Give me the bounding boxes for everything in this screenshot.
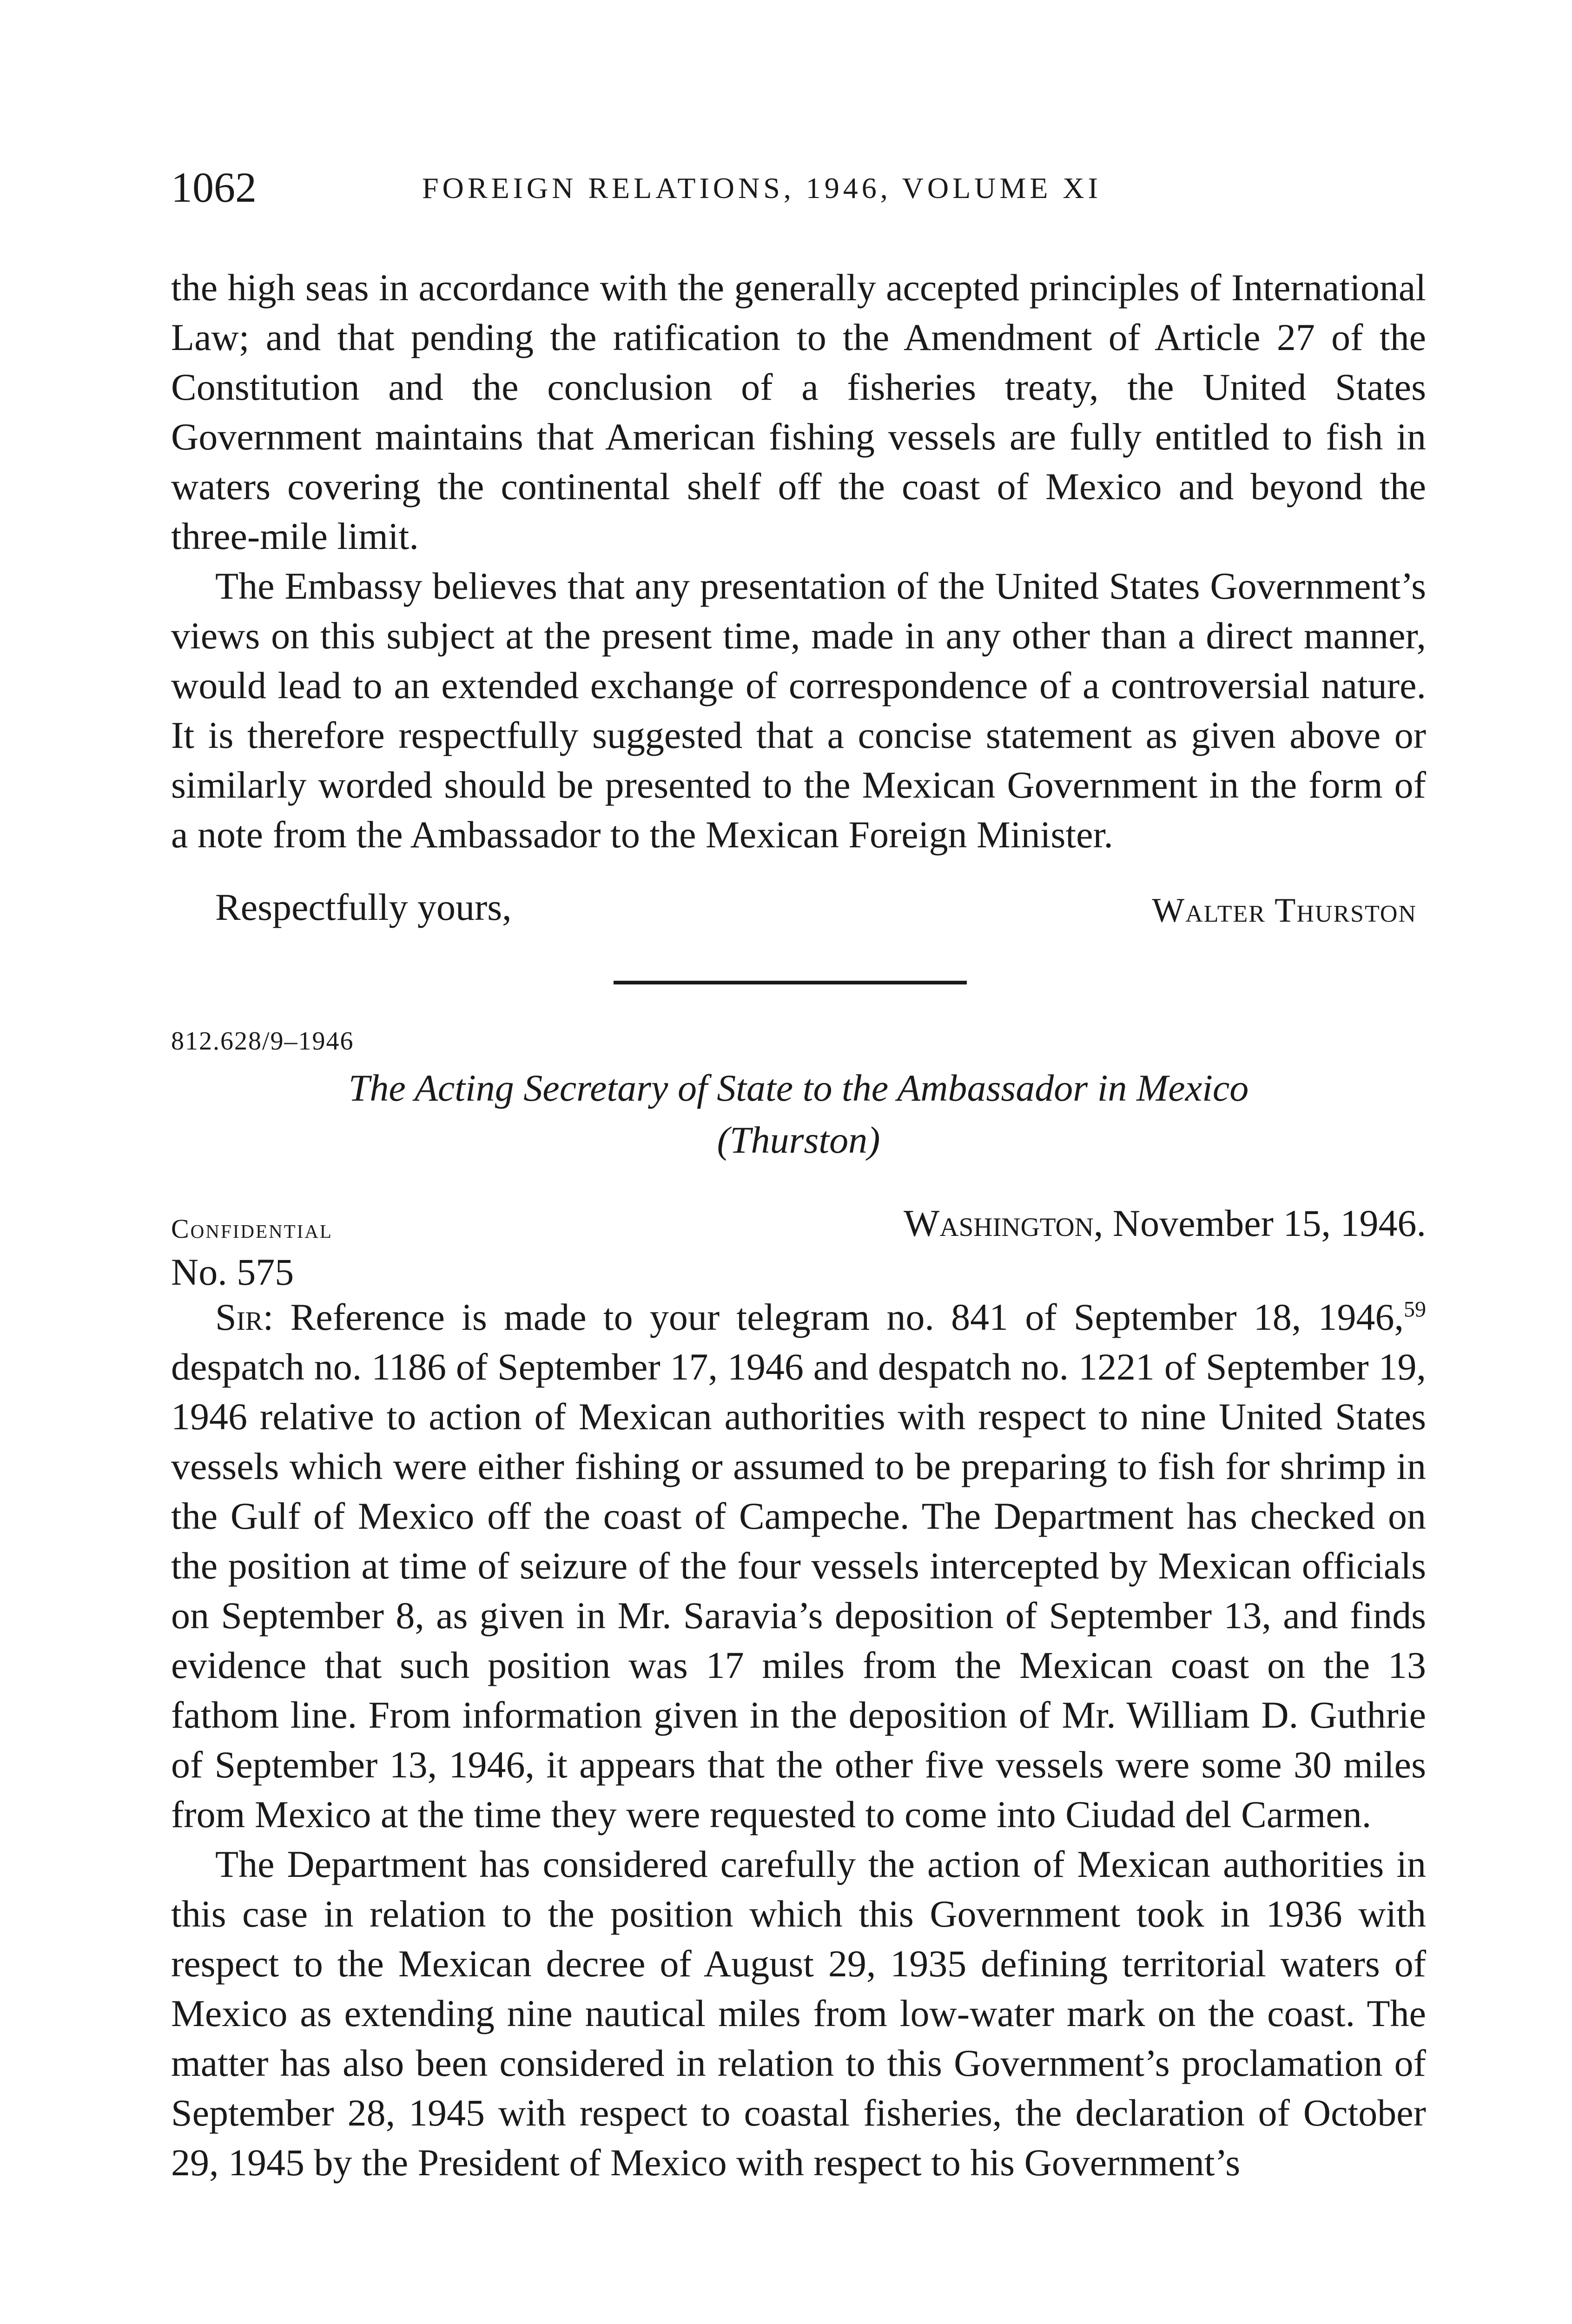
signatory-name: Walter Thurston <box>1152 891 1417 930</box>
signature-block <box>171 885 1426 937</box>
file-number: 812.628/9–1946 <box>171 1027 354 1056</box>
footnote-reference: 59 <box>1404 1297 1426 1322</box>
section-divider <box>614 981 967 984</box>
document-title-line-2: (Thurston) <box>717 1119 880 1161</box>
document-title <box>171 1062 1426 1166</box>
letter-paragraph-1-text-a: : Reference is made to your telegram no. 841 of September 18, 1946, <box>263 1296 1404 1338</box>
dateline-date: , November 15, 1946. <box>1093 1202 1426 1244</box>
letter-paragraph-2: The Department has considered carefully the action of Mexican authorities in this case in relation to the position which this Government took in 1936 with respect to the Mexican decree of August 29, 1935 defining territorial waters of Mexico as extending nine nautical miles from low-water mark on the coast. The matter has also been considered in relation to this Government’s proclamation of September 28, 1945 with respect to coastal fisheries, the declaration of October 29, 1945 by the President of Mexico with respect to his Government’s <box>171 1843 1426 2184</box>
salutation: Sir <box>215 1296 263 1338</box>
letter-body <box>171 1292 1426 2187</box>
document-number: No. 575 <box>171 1251 294 1293</box>
continuation-paragraph-1: the high seas in accordance with the generally accepted principles of International Law; and that pending the ratification to the Amendment of Article 27 of the Constitution and the conclusion of a fisheries treaty, the United States Government maintains that American fishing vessels are fully entitled to fish in waters covering the continental shelf off the coast of Mexico and beyond the three-mile limit. <box>171 266 1426 557</box>
page-header <box>171 163 1426 228</box>
continuation-paragraph-2: The Embassy believes that any presentation of the United States Government’s views on this subject at the present time, made in any other than a direct manner, would lead to an extended exchange of correspondence of a controversial nature. It is therefore respectfully suggested that a concise statement as given above or similarly worded should be presented to the Mexican Government in the form of a note from the Ambassador to the Mexican Foreign Minister. <box>171 565 1426 856</box>
letter-paragraph-1-text-b: despatch no. 1186 of September 17, 1946 and despatch no. 1221 of September 19, 1946 relative to action of Mexican authorities with respect to nine United States vessels which were either fishing or assumed to be preparing to fish for shrimp in the Gulf of Mexico off the coast of Campeche. The Department has checked on the position at time of seizure of the four vessels intercepted by Mexican officials on September 8, as given in Mr. Saravia’s deposition of September 13, and finds evidence that such position was 17 miles from the Mexican coast on the 13 fathom line. From information given in the deposition of Mr. William D. Guthrie of September 13, 1946, it appears that the other five vessels were some 30 miles from Mexico at the time they were requested to come into Ciudad del Carmen. <box>171 1346 1426 1835</box>
document-title-line-1: The Acting Secretary of State to the Ambassador in Mexico <box>348 1067 1249 1109</box>
classification: Confidential <box>171 1214 333 1244</box>
page-number: 1062 <box>171 164 257 211</box>
closing: Respectfully yours, <box>215 886 512 928</box>
dateline-place: Washington <box>904 1202 1094 1244</box>
running-head: FOREIGN RELATIONS, 1946, VOLUME XI <box>422 172 1102 205</box>
dateline <box>904 1202 1426 1245</box>
continuation-text <box>171 263 1426 859</box>
letter-paragraph-1 <box>171 1292 1426 1839</box>
